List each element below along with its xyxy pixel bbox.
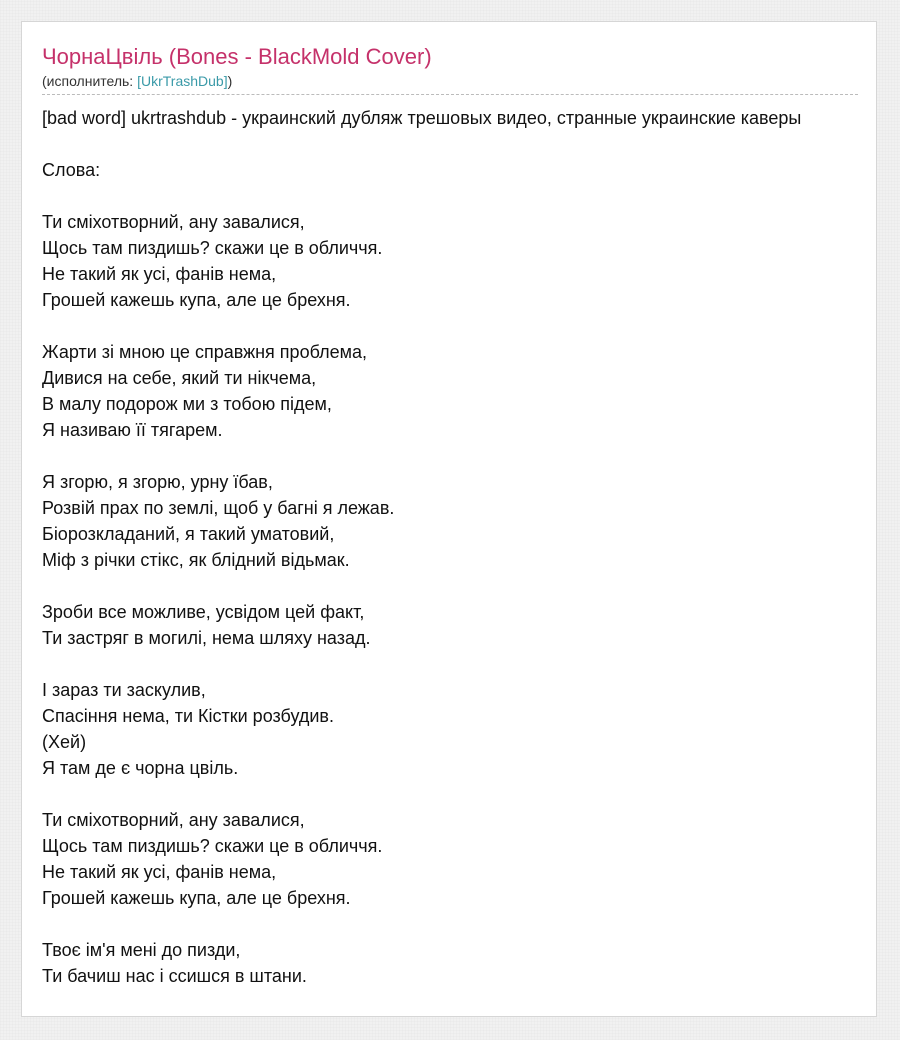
artist-suffix: ) [227, 73, 233, 89]
lyric-line: Ти бачиш нас і ссишся в штани. [42, 966, 307, 986]
lyric-line: Ти сміхотворний, ану завалися, [42, 810, 305, 830]
lyric-line: Щось там пиздишь? скажи це в обличчя. [42, 238, 383, 258]
lyrics-block [42, 183, 801, 989]
lyric-line: Грошей кажешь купа, але це брехня. [42, 290, 351, 310]
lyric-line: Я там де є чорна цвіль. [42, 758, 239, 778]
lyric-line: В малу подорож ми з тобою підем, [42, 394, 332, 414]
lyric-line: Дивися на себе, який ти нікчема, [42, 368, 317, 388]
description-line: [bad word] ukrtrashdub - украинский дубляж трешовых видео, странные украинские каверы [42, 108, 802, 128]
blank-line [42, 313, 801, 339]
lyric-line: Щось там пиздишь? скажи це в обличчя. [42, 836, 383, 856]
lyric-line: (Хей) [42, 732, 87, 752]
lyric-line: Спасіння нема, ти Кістки розбудив. [42, 706, 334, 726]
words-label: Слова: [42, 160, 101, 180]
song-title: ЧорнаЦвіль (Bones - BlackMold Cover) [42, 44, 432, 69]
blank-line [42, 781, 801, 807]
lyric-line: Ти сміхотворний, ану завалися, [42, 212, 305, 232]
lyric-line: Біорозкладаний, я такий уматовий, [42, 524, 335, 544]
artist-line [42, 72, 858, 90]
song-header [42, 42, 858, 95]
artist-prefix: (исполнитель: [42, 73, 138, 89]
lyric-line: Зроби все можливе, усвідом цей факт, [42, 602, 365, 622]
lyric-line: Ти застряг в могилі, нема шляху назад. [42, 628, 371, 648]
lyric-line: І зараз ти заскулив, [42, 680, 206, 700]
lyric-line: Грошей кажешь купа, але це брехня. [42, 888, 351, 908]
blank-line [42, 651, 801, 677]
lyric-line: Жарти зі мною це справжня проблема, [42, 342, 367, 362]
blank-line [42, 911, 801, 937]
song-text [42, 105, 801, 989]
lyric-line: Я згорю, я згорю, урну їбав, [42, 472, 273, 492]
lyric-line: Твоє ім'я мені до пизди, [42, 940, 241, 960]
blank-line [42, 443, 801, 469]
lyric-line: Не такий як усі, фанів нема, [42, 862, 277, 882]
artist-link[interactable] [137, 73, 228, 89]
lyrics-card [21, 21, 877, 1017]
blank-line [42, 183, 801, 209]
lyric-line: Не такий як усі, фанів нема, [42, 264, 277, 284]
artist-open-bracket: [ [137, 73, 141, 89]
blank-line [42, 573, 801, 599]
lyric-line: Міф з річки стікс, як блідний відьмак. [42, 550, 350, 570]
blank-line [42, 131, 801, 157]
artist-close-bracket: ] [223, 73, 228, 89]
lyric-line: Я називаю її тягарем. [42, 420, 223, 440]
artist-name: UkrTrashDub [140, 73, 224, 89]
lyric-line: Розвій прах по землі, щоб у багні я лежав. [42, 498, 395, 518]
